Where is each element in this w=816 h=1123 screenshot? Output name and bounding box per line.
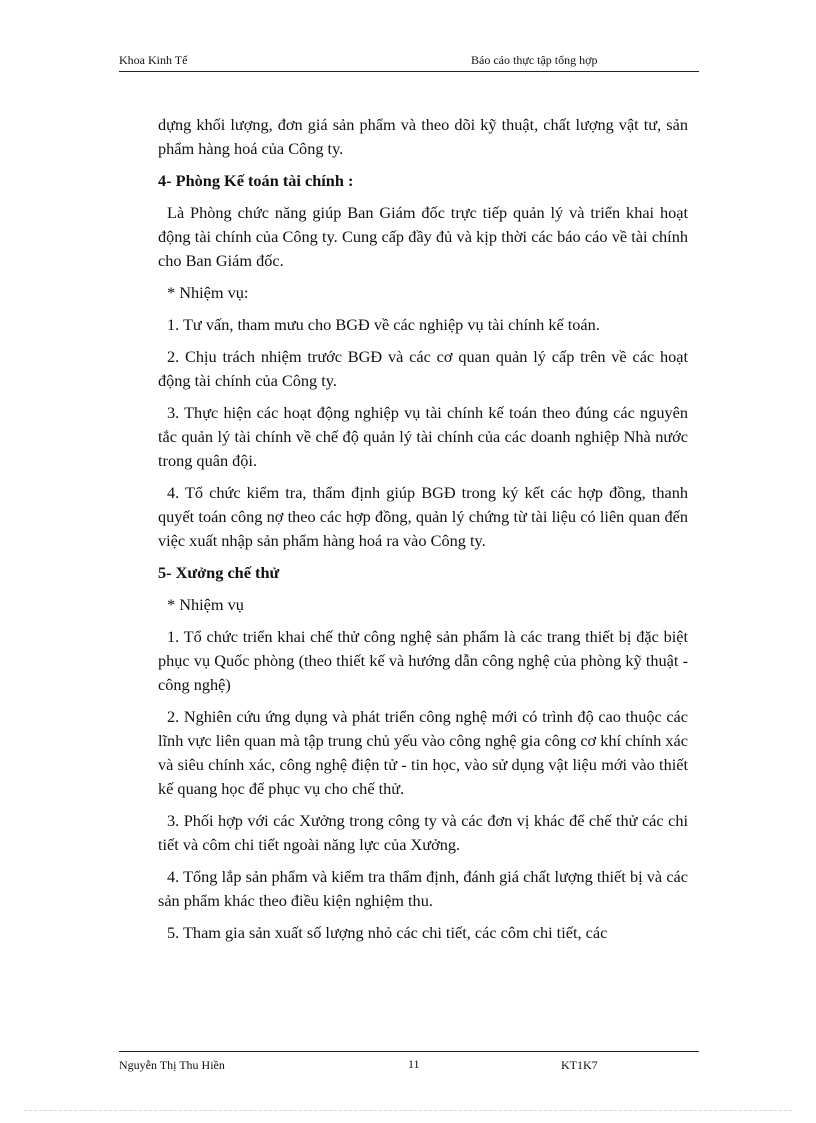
section-4-description: Là Phòng chức năng giúp Ban Giám đốc trực tiếp quản lý và triển khai hoạt động tài chính của Công ty. Cung cấp đầy đủ và kịp thời các báo cáo về tài chính cho Ban Giám đốc. <box>158 203 688 270</box>
page-body <box>158 113 688 953</box>
header-department: Khoa Kinh Tế <box>119 53 188 67</box>
section-5-task-item: 5. Tham gia sản xuất số lượng nhỏ các chi tiết, các côm chi tiết, các <box>167 923 608 942</box>
section-4-heading: 4- Phòng Kế toán tài chính : <box>158 171 354 190</box>
page-bottom-divider <box>24 1110 792 1111</box>
intro-paragraph: dựng khối lượng, đơn giá sản phẩm và theo dõi kỹ thuật, chất lượng vật tư, sản phẩm hàng hoá của Công ty. <box>158 115 688 158</box>
section-4-tasks-label: * Nhiệm vụ: <box>167 283 249 302</box>
footer-class-code: KT1K7 <box>561 1058 598 1072</box>
section-4-task-item: 4. Tổ chức kiểm tra, thẩm định giúp BGĐ trong ký kết các hợp đồng, thanh quyết toán công nợ theo các hợp đồng, quản lý chứng từ tài liệu có liên quan đến việc xuất nhập sản phẩm hàng hoá ra vào Công ty. <box>158 483 688 550</box>
section-5-task-item: 4. Tổng lắp sản phẩm và kiểm tra thẩm định, đánh giá chất lượng thiết bị và các sản phẩm khác theo điều kiện nghiệm thu. <box>158 867 688 910</box>
section-5-heading: 5- Xưởng chế thử <box>158 563 280 582</box>
section-5-task-item: 2. Nghiên cứu ứng dụng và phát triển công nghệ mới có trình độ cao thuộc các lĩnh vực liên quan mà tập trung chủ yếu vào công nghệ gia công cơ khí chính xác và siêu chính xác, công nghệ điện tử - tin học, vào sử dụng vật liệu mới vào thiết kế quang học để phục vụ cho chế thử. <box>158 707 688 798</box>
page-header <box>119 53 699 72</box>
section-4-task-item: 1. Tư vấn, tham mưu cho BGĐ về các nghiệp vụ tài chính kế toán. <box>167 315 600 334</box>
page-footer <box>119 1051 699 1074</box>
footer-page-number: 11 <box>408 1057 420 1071</box>
header-report-title: Báo cáo thực tập tổng hợp <box>471 53 598 67</box>
section-4-task-item: 2. Chịu trách nhiệm trước BGĐ và các cơ quan quản lý cấp trên về các hoạt động tài chính của Công ty. <box>158 347 688 390</box>
section-5-task-item: 3. Phối hợp với các Xưởng trong công ty và các đơn vị khác để chế thử các chi tiết và côm chi tiết ngoài năng lực của Xưởng. <box>158 811 688 854</box>
section-5-task-item: 1. Tổ chức triển khai chế thử công nghệ sản phẩm là các trang thiết bị đặc biệt phục vụ Quốc phòng (theo thiết kế và hướng dẫn công nghệ của phòng kỹ thuật - công nghệ) <box>158 627 688 694</box>
section-4-task-item: 3. Thực hiện các hoạt động nghiệp vụ tài chính kế toán theo đúng các nguyên tắc quản lý tài chính về chế độ quản lý tài chính của các doanh nghiệp Nhà nước trong quân đội. <box>158 403 688 470</box>
section-5-tasks-label: * Nhiệm vụ <box>167 595 244 614</box>
footer-author: Nguyễn Thị Thu Hiền <box>119 1058 225 1072</box>
